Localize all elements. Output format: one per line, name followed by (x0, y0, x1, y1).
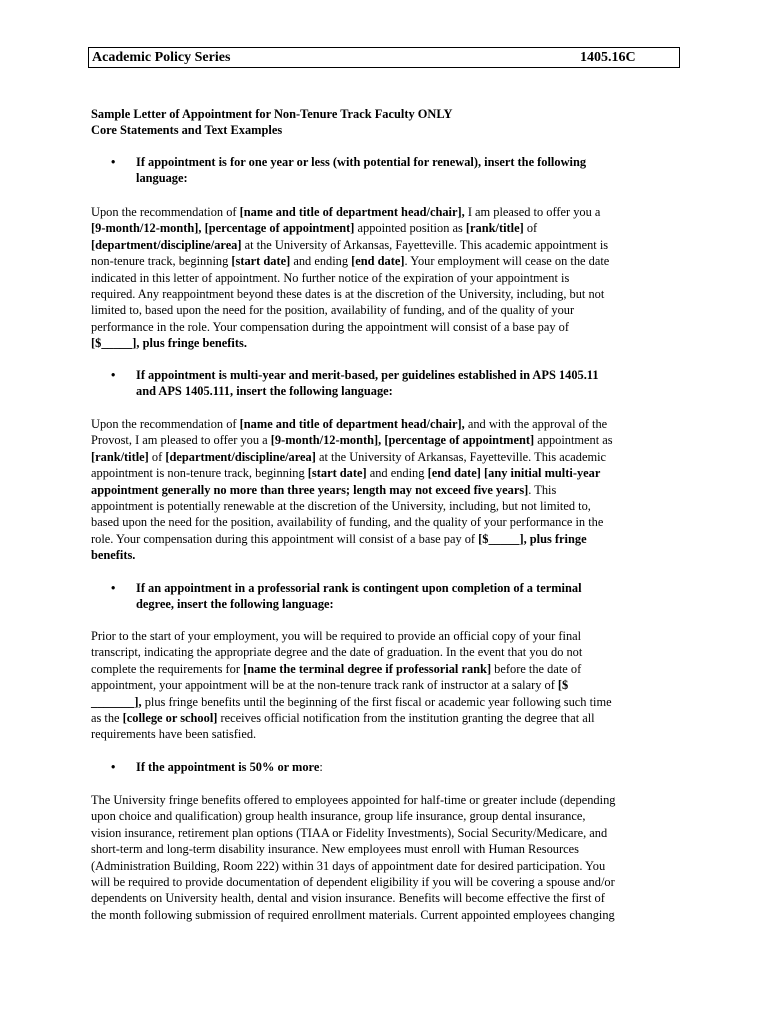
section3-paragraph (91, 628, 681, 743)
text-run: (Administration Building, Room 222) within 31 days of appointment date for desired participation. You (91, 858, 606, 873)
text-line (91, 547, 681, 563)
text-run: as the (91, 711, 123, 726)
text-line (91, 335, 681, 351)
text-run: appointed position as (354, 221, 466, 236)
text-run: . This (528, 482, 557, 497)
section2-instruction-line1: If appointment is multi-year and merit-based, per guidelines established in APS 1405.11 (136, 368, 599, 382)
bold-text-run: [rank/title] (91, 449, 149, 464)
document-title (91, 106, 681, 139)
text-run: dependents on University health, dental and vision insurance. Benefits will become effective the first of (91, 891, 605, 906)
text-line (91, 677, 681, 693)
section4-instruction-bold: If the appointment is 50% or more (136, 760, 320, 774)
text-line (91, 253, 681, 269)
bold-text-run: [$_____], plus fringe (478, 531, 587, 546)
text-line (91, 792, 681, 808)
text-run: and with the approval of the (464, 417, 608, 431)
bold-text-run: [end date] [any initial multi-year (427, 466, 601, 481)
text-line (91, 661, 681, 677)
text-line (91, 858, 681, 874)
text-run: at the University of Arkansas, Fayetteville. This academic (315, 449, 607, 464)
bold-text-run: [department/discipline/area] (91, 237, 242, 252)
text-run: Upon the recommendation of (91, 417, 240, 431)
text-line (91, 874, 681, 890)
bullet-icon: • (111, 760, 116, 774)
text-run: non-tenure track, beginning (91, 254, 232, 269)
bullet-icon: • (111, 155, 116, 169)
bold-text-run: [name the terminal degree if professorial rank] (243, 661, 492, 676)
text-run: appointment, your appointment will be at the non-tenure track rank of instructor at a salary of (91, 678, 558, 693)
text-run: and ending (366, 466, 428, 481)
text-run: of (148, 449, 166, 464)
policy-number: 1405.16C (580, 50, 636, 65)
text-run: performance in the role. Your compensation during the appointment will consist of a base pay of (91, 319, 569, 334)
text-line (91, 220, 681, 236)
text-run: appointment is potentially renewable at the discretion of the University, including, but not limited to, (91, 499, 591, 514)
text-run: and ending (290, 254, 352, 269)
policy-header-box (88, 47, 680, 68)
text-line (91, 498, 681, 514)
bold-text-run: [end date] (351, 254, 405, 269)
section3-instruction-line2: degree, insert the following language: (136, 597, 334, 612)
text-run: plus fringe benefits until the beginning of the first fiscal or academic year following such time (141, 694, 612, 709)
bold-text-run: [name and title of department head/chair], (239, 417, 465, 431)
text-run: upon choice and qualification) group health insurance, group life insurance, group dental insurance, (91, 809, 586, 824)
text-run: complete the requirements for (91, 661, 244, 676)
text-run: transcript, indicating the appropriate degree and the date of graduation. In the event that you do not (91, 645, 583, 660)
text-line (91, 726, 681, 742)
text-line (91, 286, 681, 302)
bold-text-run: [rank/title] (465, 221, 524, 236)
document-title-line2: Core Statements and Text Examples (91, 123, 283, 138)
text-line (91, 841, 681, 857)
text-line (91, 628, 681, 644)
text-line (91, 514, 681, 530)
bold-text-run: _______], (91, 694, 142, 709)
section1-instruction-line1: If appointment is for one year or less (with potential for renewal), insert the following (136, 155, 587, 169)
bold-text-run: [9-month/12-month], [percentage of appointment] (91, 221, 355, 236)
text-run: role. Your compensation during this appointment will consist of a base pay of (91, 531, 479, 546)
bold-text-run: [9-month/12-month], [percentage of appointment] (270, 433, 535, 448)
text-run: receives official notification from the institution granting the degree that all (217, 711, 595, 726)
text-line (91, 302, 681, 318)
text-line (91, 449, 681, 465)
text-line (91, 808, 681, 824)
bold-text-run: appointment generally no more than three years; length may not exceed five years] (91, 482, 529, 497)
text-run: Prior to the start of your employment, you will be required to provide an official copy of your final (91, 629, 582, 643)
text-run: The University fringe benefits offered to employees appointed for half-time or greater include (depending (91, 793, 616, 807)
bullet-icon: • (111, 581, 116, 595)
section2-paragraph (91, 416, 681, 564)
text-run: appointment is non-tenure track, beginning (91, 466, 308, 481)
text-run: appointment as (534, 433, 613, 448)
bold-text-run: [name and title of department head/chair], (239, 205, 465, 219)
section1-instruction-line2: language: (136, 171, 188, 186)
text-line (91, 465, 681, 481)
text-run: short-term and long-term disability insurance. New employees must enroll with Human Resources (91, 842, 579, 857)
text-line (91, 694, 681, 710)
text-run: Upon the recommendation of (91, 205, 240, 219)
section4-paragraph (91, 792, 681, 923)
text-line (91, 416, 681, 432)
text-line (91, 644, 681, 660)
text-line (91, 270, 681, 286)
text-line (91, 531, 681, 547)
bold-text-run: benefits. (91, 548, 136, 563)
bold-text-run: [$_____], plus fringe benefits. (91, 336, 247, 351)
text-run: required. Any reappointment beyond these dates is at the discretion of the University, including, but not (91, 287, 605, 302)
text-run: limited to, based upon the need for the position, availability of funding, and of the quality of your (91, 303, 575, 318)
policy-series-title: Academic Policy Series (92, 50, 231, 65)
text-line (91, 204, 681, 220)
text-run: of (523, 221, 538, 236)
text-run: before the date of (491, 661, 582, 676)
section2-instruction-line2: and APS 1405.111, insert the following language: (136, 384, 393, 399)
text-line (91, 907, 681, 923)
bold-text-run: [start date] (231, 254, 291, 269)
section1-paragraph (91, 204, 681, 352)
text-run: I am pleased to offer you a (464, 205, 601, 219)
text-run: vision insurance, retirement plan options (TIAA or Fidelity Investments), Social Security/Medicare, and (91, 825, 608, 840)
bold-text-run: [start date] (307, 466, 367, 481)
bold-text-run: [$ (557, 678, 569, 693)
bold-text-run: [college or school] (122, 711, 218, 726)
text-run: indicated in this letter of appointment. No further notice of the expiration of your appointment is (91, 270, 570, 285)
text-run: based upon the need for the position, availability of funding, and the quality of your performance in the (91, 515, 604, 530)
text-run: the month following submission of required enrollment materials. Current appointed employees changing (91, 907, 615, 922)
text-run: requirements have been satisfied. (91, 727, 257, 742)
text-line (91, 237, 681, 253)
text-run: Provost, I am pleased to offer you a (91, 433, 271, 448)
text-line (91, 890, 681, 906)
section4-instruction-tail: : (319, 760, 323, 774)
text-run: at the University of Arkansas, Fayetteville. This academic appointment is (241, 237, 609, 252)
document-title-line1: Sample Letter of Appointment for Non-Tenure Track Faculty ONLY (91, 107, 453, 121)
section3-instruction-line1: If an appointment in a professorial rank is contingent upon completion of a terminal (136, 581, 582, 595)
text-line (91, 432, 681, 448)
bold-text-run: [department/discipline/area] (165, 449, 316, 464)
text-line (91, 319, 681, 335)
text-line (91, 710, 681, 726)
text-run: will be required to provide documentation of dependent eligibility if you will be covering a spouse and/or (91, 875, 615, 890)
text-line (91, 482, 681, 498)
bullet-icon: • (111, 368, 116, 382)
text-run: . Your employment will cease on the date (404, 254, 610, 269)
text-line (91, 825, 681, 841)
